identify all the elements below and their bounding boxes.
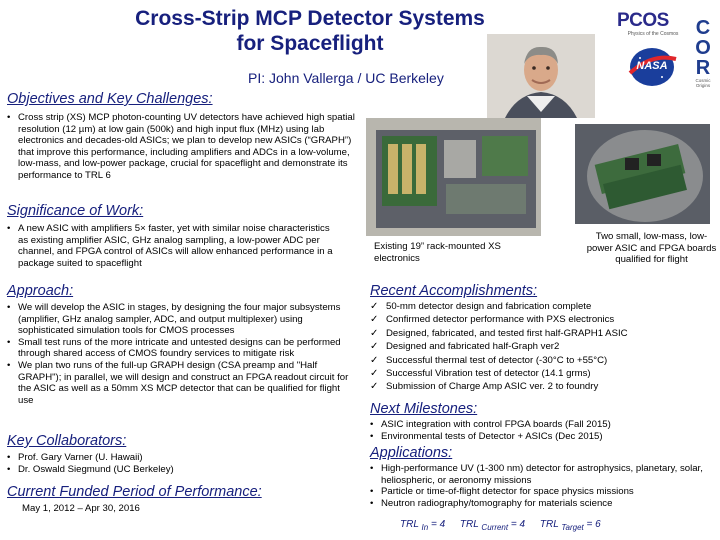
significance-bullet: • A new ASIC with amplifiers 5× faster, yet with similar noise characteristics as existing amplifier ASIC, GHz analog sampling, a low-power ADC per channel, and FPGA control of ASICs will allow enhanced performance in a package suited to spaceflight [7, 223, 342, 269]
accomplishments-list [370, 300, 715, 394]
trl-current-label: TRL [459, 519, 479, 530]
period-text: May 1, 2012 – Apr 30, 2016 [22, 503, 140, 514]
cor-letter-c: C [695, 17, 711, 39]
pi-portrait [487, 34, 595, 118]
cor-logo [688, 18, 718, 104]
pi-line: PI: John Vallerga / UC Berkeley [248, 70, 444, 86]
significance-heading: Significance of Work: [7, 203, 144, 219]
trl-current-sub: Current [481, 523, 509, 532]
approach-heading: Approach: [7, 283, 74, 299]
accomplishment-item: ✓ 50-mm detector design and fabrication complete [370, 300, 715, 313]
trl-target-sub: Target [561, 523, 584, 532]
trl-in-label: TRL [400, 519, 419, 530]
trl-line [400, 519, 601, 532]
milestone-item: • ASIC integration with control FPGA boards (Fall 2015) [370, 419, 715, 431]
accomplishments-heading: Recent Accomplishments: [370, 283, 538, 299]
application-item: • Neutron radiography/tomography for materials science [370, 498, 715, 510]
trl-in-sub: In [421, 523, 429, 532]
applications-heading: Applications: [370, 445, 453, 461]
pcos-logo [617, 11, 689, 41]
trl-current-value: = 4 [510, 519, 526, 530]
milestones-heading: Next Milestones: [370, 401, 478, 417]
accomplishment-item: ✓ Confirmed detector performance with PXS electronics [370, 313, 715, 326]
objectives-bullet: • Cross strip (XS) MCP photon-counting UV detectors have achieved high spatial resolution (12 µm) at low gain (500k) and high input flux (MHz) using lab electronics and decades-old ASICs; we plan to develop new ASICs (“GRAPH”) that improve this performance, including amplifiers and ADCs in a low-volume, low-mass, and low-power package, crucial for spaceflight and demonstrate its performance to TRL 6 [7, 112, 362, 182]
cor-logo-subtitle: Cosmic Origins [695, 78, 711, 88]
accomplishment-item: ✓ Designed and fabricated half-Graph ver2 [370, 340, 715, 353]
approach-list [7, 302, 357, 406]
title-line-1: Cross-Strip MCP Detector Systems [135, 7, 485, 30]
asic-boards-photo [575, 124, 710, 224]
significance-list [7, 223, 342, 269]
accomplishment-item: ✓ Submission of Charge Amp ASIC ver. 2 to foundry [370, 380, 715, 393]
accomplishment-item: ✓ Successful thermal test of detector (-30°C to +55°C) [370, 354, 715, 367]
collaborator-item: • Dr. Oswald Siegmund (UC Berkeley) [7, 464, 337, 476]
pcos-logo-subtitle: Physics of the Cosmos [627, 31, 679, 37]
rack-electronics-photo [366, 118, 541, 236]
nasa-logo-text: NASA [636, 60, 668, 72]
rack-photo-caption: Existing 19” rack-mounted XS electronics [374, 241, 501, 264]
pcos-logo-text: PCOS [617, 10, 669, 31]
accomplishment-item: ✓ Designed, fabricated, and tested first half-GRAPH1 ASIC [370, 327, 715, 340]
approach-bullet: • Small test runs of the more intricate and untested designs can be performed through shared access of CMOS foundry services to mitigate risk [7, 337, 357, 360]
milestones-list [370, 419, 715, 442]
accomplishment-item: ✓ Successful Vibration test of detector (14.1 grms) [370, 367, 715, 380]
approach-bullet: • We will develop the ASIC in stages, by designing the four major subsystems (amplifier, GHz analog sampler, ADC, and output multiplexer) using sophisticated simulation tools for CMOS processes [7, 302, 357, 337]
asic-photo-caption: Two small, low-mass, low-power ASIC and FPGA boards qualified for flight [586, 231, 717, 265]
collaborators-heading: Key Collaborators: [7, 433, 127, 449]
applications-list [370, 463, 715, 509]
application-item: • Particle or time-of-flight detector for space physics missions [370, 486, 715, 498]
collaborators-list [7, 452, 337, 475]
objectives-heading: Objectives and Key Challenges: [7, 91, 213, 107]
collaborator-item: • Prof. Gary Varner (U. Hawaii) [7, 452, 337, 464]
milestone-item: • Environmental tests of Detector + ASICs (Dec 2015) [370, 431, 715, 443]
trl-target-label: TRL [539, 519, 559, 530]
approach-bullet: • We plan two runs of the full-up GRAPH design (CSA preamp and "Half GRAPH"); in parallel, we will design and construct an FPGA readout circuit for the ASIC as well as a 50mm XS MCP detector that can be qualified for flight use [7, 360, 357, 406]
trl-in-value: = 4 [430, 519, 446, 530]
cor-letter-r: R [695, 57, 711, 79]
objectives-list [7, 112, 362, 182]
nasa-logo [626, 47, 678, 87]
application-item: • High-performance UV (1-300 nm) detector for astrophysics, planetary, solar, heliospheric, or aeronomy missions [370, 463, 715, 486]
trl-target-value: = 6 [586, 519, 601, 530]
title-line-2: for Spaceflight [236, 32, 384, 55]
page-title [100, 6, 520, 56]
period-heading: Current Funded Period of Performance: [7, 484, 262, 500]
cor-letter-o: O [695, 37, 711, 59]
